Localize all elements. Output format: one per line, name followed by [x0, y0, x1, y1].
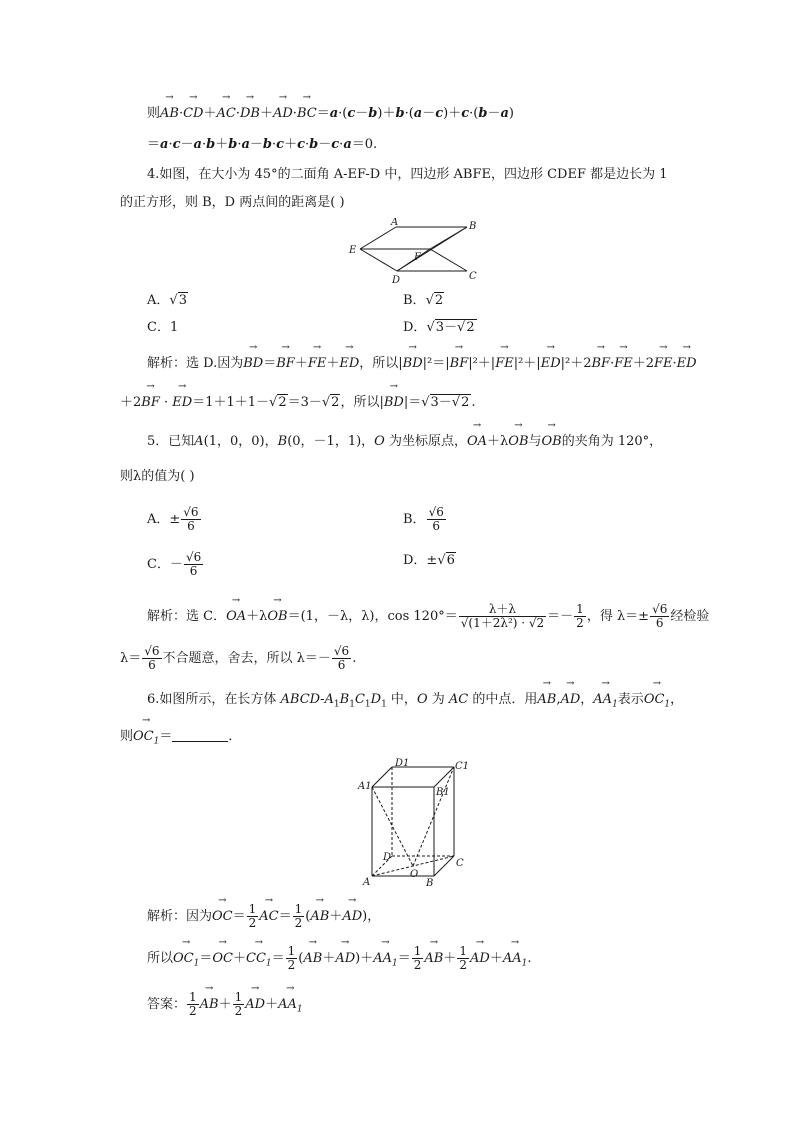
question-6-line-2: 则→ $OC_1=$ ．: [120, 727, 241, 752]
cuboid-figure: [355, 758, 470, 888]
question-5-line-2: 则λ的值为( ): [120, 469, 195, 484]
fig2-label-c1: C1: [455, 761, 470, 772]
fig2-label-a1: A1: [358, 781, 372, 792]
q4-option-b: B．√2: [403, 293, 444, 308]
fig1-label-f: F: [414, 252, 421, 263]
answer-blank: [172, 727, 228, 742]
fig1-label-d: D: [392, 275, 401, 286]
q6-solution-line-1: 解析：因为→ OC＝ $\frac{1}{2}$ → AC＝ $\frac{1}{2}$ (→ AB＋→ AD)，: [147, 903, 380, 930]
fig2-label-c: C: [456, 858, 464, 869]
fig2-label-a: A: [363, 877, 371, 888]
q5-option-b: B． $\frac{√6}{6}$: [403, 505, 444, 533]
q4-option-c: C．1: [147, 320, 179, 335]
q5-option-a: A．± $\frac{√6}{6}$: [147, 505, 199, 533]
q5-solution-line-2: λ＝ $\frac{√6}{6}$ 不合题意，舍去，所以 λ＝－ $\frac{√6}{6}$ .: [120, 644, 357, 672]
q4-option-d: D．√3－√2: [403, 320, 475, 335]
fig2-label-d: D: [383, 852, 392, 863]
fig1-label-e: E: [349, 245, 357, 256]
dihedral-angle-figure: [345, 218, 480, 286]
fig1-label-c: C: [469, 271, 477, 282]
fig2-label-o: O: [410, 869, 419, 880]
q4-solution-line-2: ＋2→ BF · → ED＝1＋1＋1－√2＝3－√2，所以|→ BD|＝√3－√2 .: [120, 393, 476, 413]
q5-option-c: C．－ $\frac{√6}{6}$: [147, 550, 202, 578]
fig2-label-b: B: [426, 878, 434, 888]
q5-option-d: D．±√6: [403, 553, 455, 568]
fig2-label-d1: D1: [395, 758, 410, 769]
question-4-line-2: 的正方形，则 B，D 两点间的距离是( ): [120, 195, 345, 210]
fig2-label-b1: B1: [436, 787, 450, 798]
question-4-line-1: 4.如图，在大小为 45°的二面角 A-EF-D 中，四边形 ABFE，四边形 CDEF 都是边长为 1: [147, 167, 668, 182]
text-line-1: 则→ AB·→ CD＋→ AC·→ DB＋→ AD·→ BC＝a·(c－b)＋b·(a－c)＋c·(b－a): [147, 104, 514, 124]
question-6-line-1: 6.如图所示，在长方体 ABCD-$A_1B_1C_1D_1$ 中，O 为 AC 的中点．用→ AB,→ AD，→ $AA_1$表示→ $OC_1$，: [147, 690, 683, 715]
fig1-label-a: A: [391, 218, 399, 228]
question-5-line-1: 5．已知A(1，0，0)，B(0，－1，1)，O 为坐标原点，→ OA＋λ→ OB与→ OB的夹角为 120°，: [147, 432, 662, 452]
q4-option-a: A．√3: [147, 293, 187, 308]
q5-solution-line-1: 解析：选 C．→ OA＋λ→ OB＝(1，－λ，λ)，cos 120°＝ $\frac{\lambda+\lambda}{\text{√(1＋2λ²) · √2}}$ ＝－ $\frac{1}{2}$ ，得 λ＝± $\frac{√6}{6}$ 经检验: [147, 603, 709, 630]
q6-solution-line-2: 所以→ $OC_1=\to OC+\to CC_1=$ $\frac{1}{2}$ (→ $AB+\to AD)+\to AA_1=$ $\frac{1}{2}$ → AB＋ $\frac{1}{2}$ → $AD+\to AA_1$.: [147, 945, 532, 974]
q6-answer: 答案： $\frac{1}{2}$ → AB＋ $\frac{1}{2}$ → $AD+\to AA_1$: [147, 991, 303, 1020]
text-line-2: ＝a·c－a·b＋b·a－b·c＋c·b－c·a＝0.: [147, 137, 378, 152]
q4-solution-line-1: 解析：选 D.因为→ BD＝→ BF＋→ FE＋→ ED，所以|→ BD|²＝|→ BF|²＋|→ FE|²＋|→ ED|²＋2→ BF·→ FE＋2→ FE·→ ED: [147, 354, 697, 374]
fig1-label-b: B: [469, 221, 477, 232]
